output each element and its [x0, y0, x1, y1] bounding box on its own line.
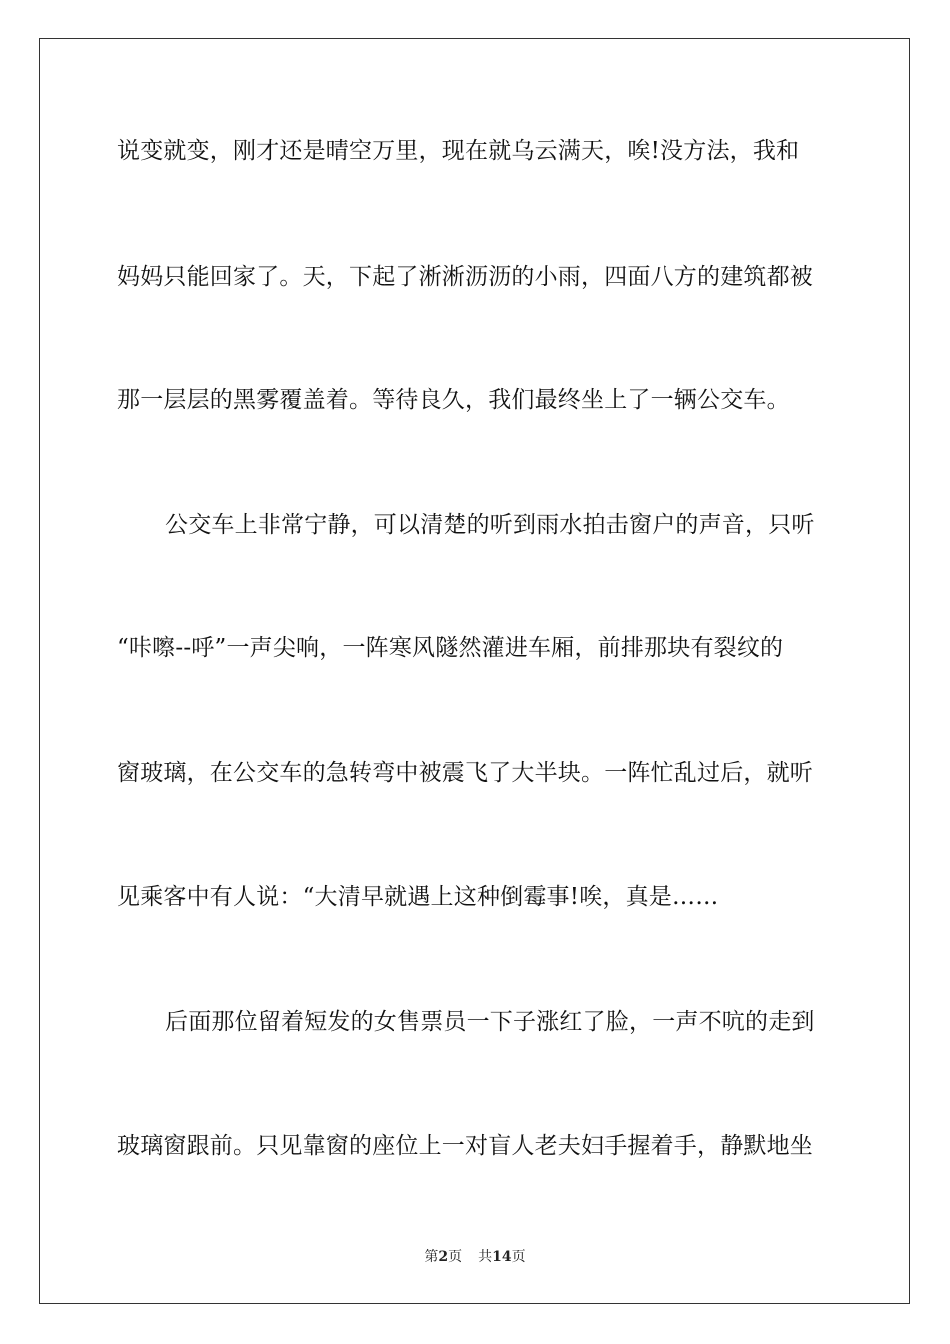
- page-footer: [0, 1248, 950, 1266]
- text-line-4: 公交车上非常宁静，可以清楚的听到雨水拍击窗户的声音，只听: [165, 512, 815, 538]
- footer-page-suffix: 页: [448, 1249, 463, 1265]
- text-line-2: 妈妈只能回家了。天，下起了淅淅沥沥的小雨，四面八方的建筑都被: [117, 264, 813, 290]
- text-line-6: 窗玻璃，在公交车的急转弯中被震飞了大半块。一阵忙乱过后，就听: [117, 760, 813, 786]
- text-line-8: 后面那位留着短发的女售票员一下子涨红了脸，一声不吭的走到: [165, 1009, 815, 1035]
- text-line-5: “咔嚓--呼”一声尖响，一阵寒风隧然灌进车厢，前排那块有裂纹的: [117, 635, 784, 661]
- footer-total-suffix: 页: [511, 1249, 526, 1265]
- text-line-1: 说变就变，刚才还是晴空万里，现在就乌云满天，唉!没方法，我和: [117, 138, 800, 164]
- text-line-7: 见乘客中有人说：“大清早就遇上这种倒霉事!唉，真是……: [117, 884, 719, 910]
- footer-total-prefix: 共: [478, 1249, 493, 1265]
- text-line-9: 玻璃窗跟前。只见靠窗的座位上一对盲人老夫妇手握着手，静默地坐: [117, 1133, 813, 1159]
- page-border: [39, 38, 910, 1304]
- footer-total-pages: 14: [492, 1249, 512, 1265]
- footer-page-prefix: 第: [424, 1249, 439, 1265]
- text-line-3: 那一层层的黑雾覆盖着。等待良久，我们最终坐上了一辆公交车。: [117, 387, 790, 413]
- footer-page-number: 2: [438, 1249, 449, 1265]
